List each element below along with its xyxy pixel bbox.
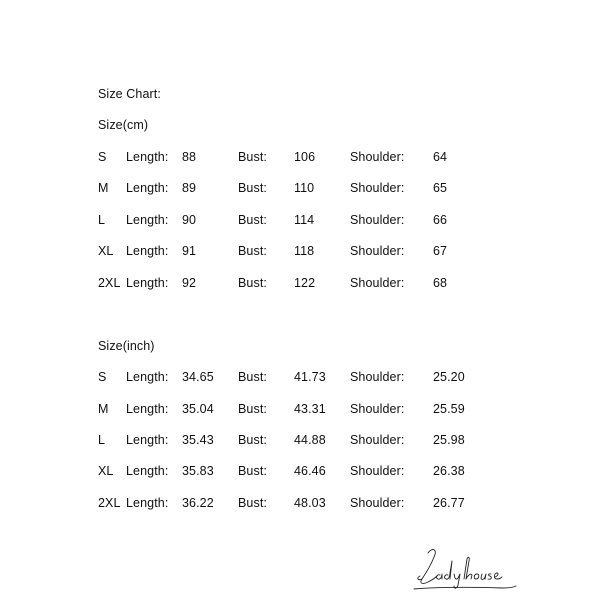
bust-label: Bust: (238, 276, 267, 290)
table-row (0, 402, 600, 418)
bust-label: Bust: (238, 244, 267, 258)
size-label: S (98, 150, 107, 164)
shoulder-value: 64 (433, 150, 448, 164)
length-label: Length: (126, 496, 169, 510)
table-row (0, 213, 600, 229)
size-label: M (98, 402, 109, 416)
length-value: 90 (182, 213, 197, 227)
size-label: XL (98, 464, 114, 478)
shoulder-value: 66 (433, 213, 448, 227)
length-value: 34.65 (182, 370, 214, 384)
length-value: 91 (182, 244, 197, 258)
bust-value: 43.31 (294, 402, 326, 416)
page-title: Size Chart: (98, 87, 161, 101)
size-label: M (98, 181, 109, 195)
size-label: L (98, 213, 106, 227)
shoulder-label: Shoulder: (350, 402, 405, 416)
length-label: Length: (126, 370, 169, 384)
length-value: 35.43 (182, 433, 214, 447)
shoulder-value: 25.59 (433, 402, 465, 416)
table-row (0, 150, 600, 166)
shoulder-value: 65 (433, 181, 448, 195)
length-label: Length: (126, 276, 169, 290)
bust-value: 41.73 (294, 370, 326, 384)
table-row (0, 181, 600, 197)
length-label: Length: (126, 464, 169, 478)
size-label: L (98, 433, 106, 447)
shoulder-label: Shoulder: (350, 244, 405, 258)
ladyhouse-signature-logo (410, 545, 520, 595)
length-label: Length: (126, 213, 169, 227)
bust-value: 46.46 (294, 464, 326, 478)
bust-label: Bust: (238, 150, 267, 164)
length-value: 89 (182, 181, 197, 195)
bust-value: 44.88 (294, 433, 326, 447)
table-row (0, 433, 600, 449)
shoulder-value: 26.77 (433, 496, 465, 510)
shoulder-label: Shoulder: (350, 496, 405, 510)
size-label: 2XL (98, 276, 121, 290)
table-row (0, 370, 600, 386)
table-row (0, 464, 600, 480)
shoulder-value: 67 (433, 244, 448, 258)
shoulder-value: 25.98 (433, 433, 465, 447)
length-label: Length: (126, 402, 169, 416)
shoulder-label: Shoulder: (350, 276, 405, 290)
bust-label: Bust: (238, 370, 267, 384)
shoulder-label: Shoulder: (350, 433, 405, 447)
table-row (0, 244, 600, 260)
length-label: Length: (126, 244, 169, 258)
length-value: 35.04 (182, 402, 214, 416)
shoulder-label: Shoulder: (350, 464, 405, 478)
size-label: 2XL (98, 496, 121, 510)
length-label: Length: (126, 150, 169, 164)
length-value: 35.83 (182, 464, 214, 478)
bust-label: Bust: (238, 213, 267, 227)
bust-label: Bust: (238, 496, 267, 510)
bust-value: 122 (294, 276, 316, 290)
bust-value: 118 (294, 244, 315, 258)
shoulder-label: Shoulder: (350, 181, 405, 195)
section-heading-inch: Size(inch) (98, 339, 155, 353)
bust-label: Bust: (238, 402, 267, 416)
shoulder-value: 26.38 (433, 464, 465, 478)
length-label: Length: (126, 181, 169, 195)
shoulder-label: Shoulder: (350, 150, 405, 164)
shoulder-value: 68 (433, 276, 448, 290)
size-label: S (98, 370, 107, 384)
bust-value: 114 (294, 213, 315, 227)
length-value: 88 (182, 150, 197, 164)
table-row (0, 276, 600, 292)
shoulder-value: 25.20 (433, 370, 465, 384)
bust-label: Bust: (238, 433, 267, 447)
bust-value: 106 (294, 150, 316, 164)
bust-value: 48.03 (294, 496, 326, 510)
bust-value: 110 (294, 181, 315, 195)
bust-label: Bust: (238, 181, 267, 195)
length-label: Length: (126, 433, 169, 447)
shoulder-label: Shoulder: (350, 370, 405, 384)
length-value: 36.22 (182, 496, 214, 510)
size-label: XL (98, 244, 114, 258)
length-value: 92 (182, 276, 197, 290)
table-row (0, 496, 600, 512)
shoulder-label: Shoulder: (350, 213, 405, 227)
bust-label: Bust: (238, 464, 267, 478)
section-heading-cm: Size(cm) (98, 118, 149, 132)
